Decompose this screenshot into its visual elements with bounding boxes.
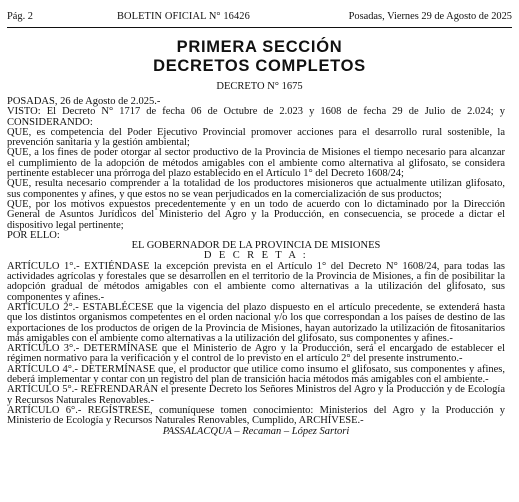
considerando-3: QUE, resulta necesario comprender a la totalidad de los productores misioneros que actualmente utilizan glifosato, sus componentes y afines, y que estos no se vean perjudicados en la comercialización de sus productos; (7, 178, 505, 200)
decree-date: POSADAS, 26 de Agosto de 2.025.- (7, 96, 161, 107)
considerando-2: QUE, a los fines de poder otorgar al sector productivo de la Provincia de Misiones el tiempo necesario para alcanzar el cumplimiento de la adopción de métodos amigables con el ambiente como alternativa al glifosato, se considera pertinente establecer una prórroga del plazo establecido en el Artículo 1° del Decreto 1608/24; (7, 147, 505, 180)
article-2: ARTÍCULO 2°.- ESTABLÉCESE que la vigencia del plazo dispuesto en el artículo precedente, se extenderá hasta que los distintos organismos competentes en el orden nacional y/o los que correspondan a los países de destino de las exportaciones de los productos de origen de la Provincia de Misiones, hayan autorizado la utilización de fitosanitarios más amigables con el ambiente como alternativas a la utilización del glifosato, sus componentes y afines.- (7, 301, 505, 344)
article-4: ARTÍCULO 4°.- DETERMÍNASE que, el productor que utilice como insumo el glifosato, sus componentes y afines, deberá implementar y contar con un registro del plan de transición hacia métodos más amigables con el ambiente.- (7, 363, 505, 386)
page-header (7, 10, 512, 24)
decree-body (7, 97, 505, 437)
publication-title: BOLETIN OFICIAL N° 16426 (117, 11, 250, 22)
decreta-heading: D E C R E T A : (203, 250, 309, 262)
page-number: Pág. 2 (7, 11, 33, 22)
article-5: ARTÍCULO 5°.- REFRENDARÁN el presente Decreto los Señores Ministros del Agro y la Producción y de Ecología y Recursos Naturales Renovables.- (7, 384, 505, 406)
signatures: PASSALACQUA – Recaman – López Sartori (162, 425, 350, 437)
por-ello: POR ELLO: (7, 229, 60, 241)
section-title: PRIMERA SECCIÓN (176, 38, 343, 56)
article-6: ARTÍCULO 6°.- REGÍSTRESE, comuníquese tomen conocimiento: Ministerios del Agro y la Producción y Ministerio de Ecología y Recursos Naturales Renovables, Cumplido, ARCHÍVESE.- (7, 404, 505, 427)
section-subtitle: DECRETOS COMPLETOS (153, 57, 366, 75)
considerando-1: QUE, es competencia del Poder Ejecutivo Provincial promover acciones para el desarrollo rural sostenible, la prevención sanitaria y la gestión ambiental; (7, 126, 505, 149)
place-date: Posadas, Viernes 29 de Agosto de 2025 (348, 11, 512, 22)
decree-number: DECRETO N° 1675 (216, 81, 303, 92)
header-rule (7, 27, 512, 28)
article-3: ARTÍCULO 3°.- DETERMÍNASE que el Ministerio de Agro y la Producción, será el encargado de establecer el régimen normativo para la verificación y el control de lo previsto en el artículo 2° del presente instrumento.- (7, 343, 505, 365)
visto-paragraph: VISTO: El Decreto N° 1717 de fecha 06 de Octubre de 2.023 y 1608 de fecha 29 de Julio de 2.024; y CONSIDERANDO: (7, 106, 505, 128)
authority-heading: EL GOBERNADOR DE LA PROVINCIA DE MISIONES (131, 240, 381, 252)
considerando-4: QUE, por los motivos expuestos precedentemente y en un todo de acuerdo con lo dictaminado por la Dirección General de Asuntos Jurídicos del Ministerio del Agro y la Producción, en consecuencia, se procede a dictar el dispositivo legal pertinente; (7, 198, 505, 231)
article-1: ARTÍCULO 1°.- EXTIÉNDASE la excepción prevista en el Artículo 1° del Decreto N° 1608/24, para todas las actividades agrícolas y forestales que se desarrollen en el territorio de la Provincia de Misiones, a fin de posibilitar la adopción gradual de métodos amigables con el ambiente como alternativas a la utilización del glifosato, sus componentes y afines.- (7, 260, 505, 303)
